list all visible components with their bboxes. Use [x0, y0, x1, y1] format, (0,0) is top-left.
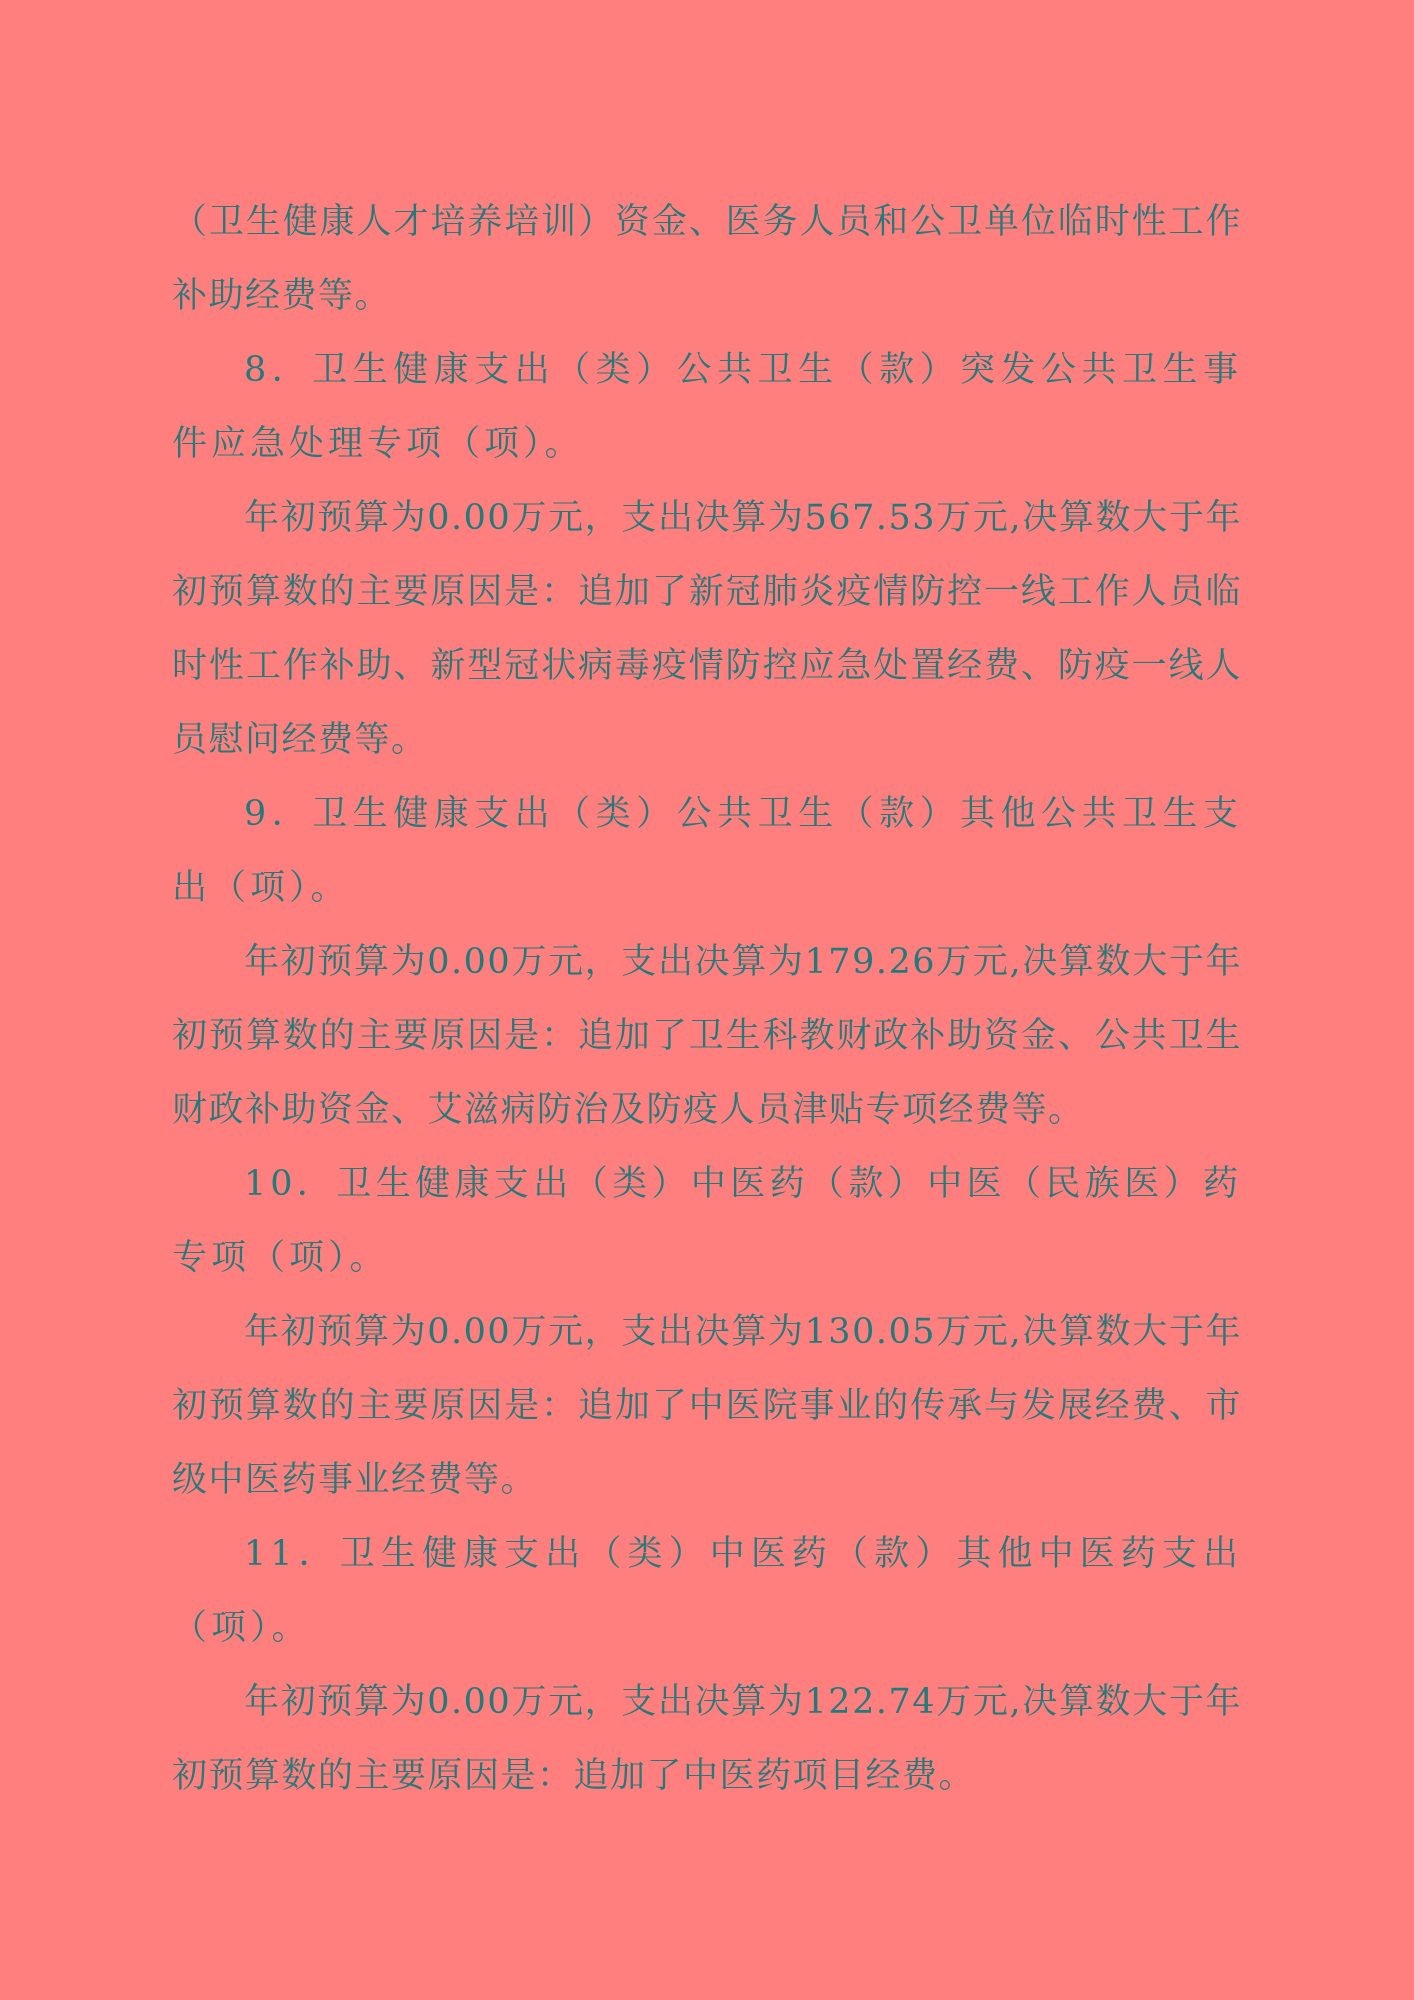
paragraph-10-body: 年初预算为0.00万元，支出决算为130.05万元,决算数大于年初预算数的主要原因是：追加了中医院事业的传承与发展经费、市级中医药事业经费等。 — [172, 1312, 1242, 1500]
paragraph-8-body: 年初预算为0.00万元，支出决算为567.53万元,决算数大于年初预算数的主要原因是：追加了新冠肺炎疫情防控一线工作人员临时性工作补助、新型冠状病毒疫情防控应急处置经费、防疫一线人员慰问经费等。 — [172, 498, 1242, 760]
paragraph-11-body: 年初预算为0.00万元，支出决算为122.74万元,决算数大于年初预算数的主要原因是：追加了中医药项目经费。 — [172, 1682, 1242, 1796]
section-heading-10: 10．卫生健康支出（类）中医药（款）中医（民族医）药专项（项）。 — [172, 1164, 1242, 1278]
paragraph-continuation: （卫生健康人才培养培训）资金、医务人员和公卫单位临时性工作补助经费等。 — [172, 202, 1242, 316]
section-heading-8: 8．卫生健康支出（类）公共卫生（款）突发公共卫生事件应急处理专项（项）。 — [172, 350, 1242, 464]
section-heading-9: 9．卫生健康支出（类）公共卫生（款）其他公共卫生支出（项）。 — [172, 794, 1242, 908]
paragraph-9-body: 年初预算为0.00万元，支出决算为179.26万元,决算数大于年初预算数的主要原因是：追加了卫生科教财政补助资金、公共卫生财政补助资金、艾滋病防治及防疫人员津贴专项经费等。 — [172, 942, 1242, 1130]
section-heading-11: 11．卫生健康支出（类）中医药（款）其他中医药支出（项）。 — [172, 1534, 1242, 1648]
document-page — [172, 185, 1242, 1813]
